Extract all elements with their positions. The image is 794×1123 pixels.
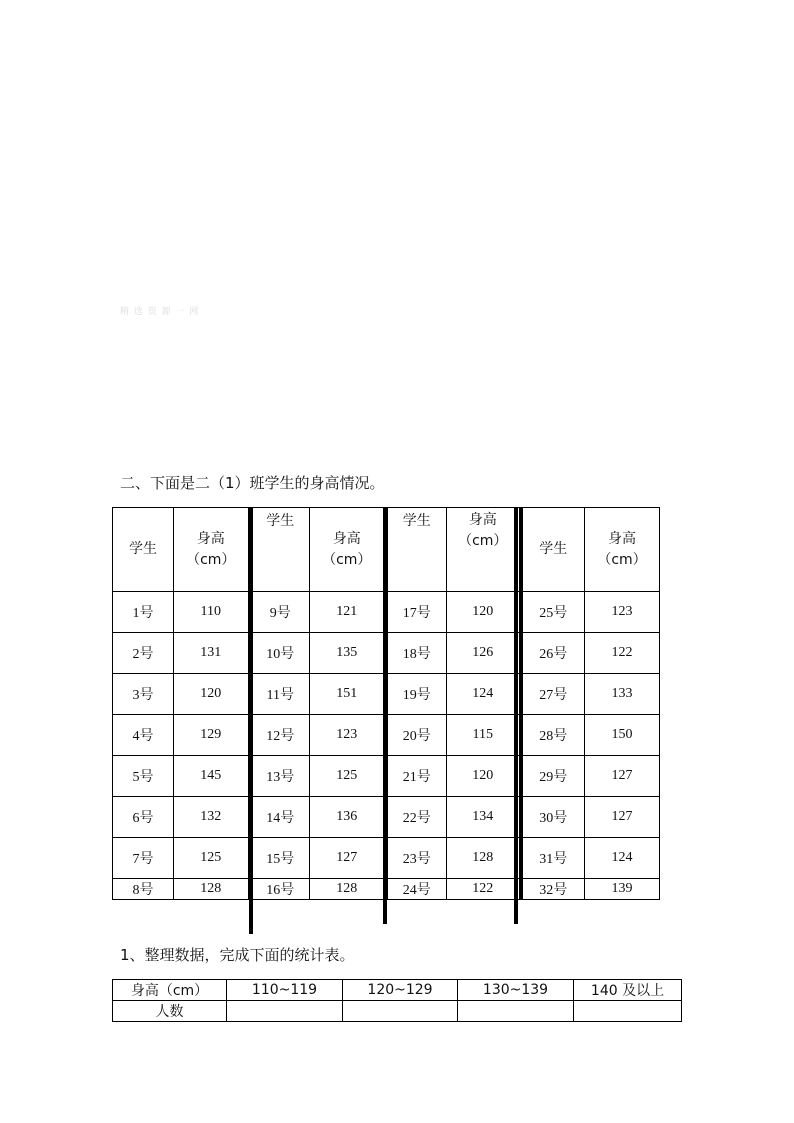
height-value-cell: 135	[310, 633, 386, 674]
height-value-cell: 122	[447, 879, 521, 900]
height-value-cell: 132	[174, 797, 250, 838]
student-id-cell: 31号	[521, 838, 585, 879]
height-value-cell: 145	[174, 756, 250, 797]
column-divider-3	[514, 507, 518, 924]
header-height-3: 身高 （cm）	[447, 508, 521, 592]
height-value-cell: 128	[447, 838, 521, 879]
section-title: 二、下面是二（1）班学生的身高情况。	[120, 474, 385, 492]
height-value-cell: 127	[585, 797, 660, 838]
stats-count-input-4[interactable]	[574, 1001, 682, 1022]
student-id-cell: 30号	[521, 797, 585, 838]
student-id-cell: 1号	[113, 592, 174, 633]
student-id-cell: 12号	[250, 715, 310, 756]
student-id-cell: 8号	[113, 879, 174, 900]
height-value-cell: 120	[447, 592, 521, 633]
height-value-cell: 121	[310, 592, 386, 633]
student-id-cell: 7号	[113, 838, 174, 879]
header-height-1: 身高 （cm）	[174, 508, 250, 592]
student-id-cell: 19号	[386, 674, 447, 715]
stats-count-input-3[interactable]	[458, 1001, 574, 1022]
height-value-cell: 150	[585, 715, 660, 756]
height-value-cell: 123	[310, 715, 386, 756]
height-value-cell: 136	[310, 797, 386, 838]
height-value-cell: 123	[585, 592, 660, 633]
student-id-cell: 24号	[386, 879, 447, 900]
height-value-cell: 129	[174, 715, 250, 756]
height-value-cell: 124	[585, 838, 660, 879]
height-value-cell: 151	[310, 674, 386, 715]
student-id-cell: 18号	[386, 633, 447, 674]
student-id-cell: 3号	[113, 674, 174, 715]
height-value-cell: 128	[310, 879, 386, 900]
student-id-cell: 4号	[113, 715, 174, 756]
student-id-cell: 21号	[386, 756, 447, 797]
stats-header-row	[113, 980, 682, 1001]
student-id-cell: 27号	[521, 674, 585, 715]
column-divider-2	[383, 507, 387, 924]
height-value-cell: 127	[585, 756, 660, 797]
height-value-cell: 122	[585, 633, 660, 674]
height-value-cell: 125	[310, 756, 386, 797]
height-value-cell: 133	[585, 674, 660, 715]
student-id-cell: 26号	[521, 633, 585, 674]
header-student-3: 学生	[386, 508, 447, 592]
student-id-cell: 20号	[386, 715, 447, 756]
question-1: 1、整理数据，完成下面的统计表。	[120, 946, 355, 964]
student-id-cell: 16号	[250, 879, 310, 900]
student-id-cell: 17号	[386, 592, 447, 633]
header-student-1: 学生	[113, 508, 174, 592]
height-value-cell: 115	[447, 715, 521, 756]
student-id-cell: 28号	[521, 715, 585, 756]
student-id-cell: 14号	[250, 797, 310, 838]
stats-count-input-1[interactable]	[227, 1001, 343, 1022]
student-id-cell: 22号	[386, 797, 447, 838]
student-id-cell: 5号	[113, 756, 174, 797]
header-height-2: 身高 （cm）	[310, 508, 386, 592]
stats-range-3: 130~139	[458, 980, 574, 1001]
student-id-cell: 29号	[521, 756, 585, 797]
student-id-cell: 32号	[521, 879, 585, 900]
student-id-cell: 13号	[250, 756, 310, 797]
height-value-cell: 120	[174, 674, 250, 715]
student-id-cell: 15号	[250, 838, 310, 879]
watermark-text: 精 选 资 源 一 网	[120, 307, 200, 317]
stats-count-input-2[interactable]	[343, 1001, 458, 1022]
height-value-cell: 134	[447, 797, 521, 838]
height-value-cell: 131	[174, 633, 250, 674]
stats-table	[112, 979, 682, 1022]
stats-range-2: 120~129	[343, 980, 458, 1001]
student-id-cell: 23号	[386, 838, 447, 879]
height-value-cell: 126	[447, 633, 521, 674]
stats-range-4: 140 及以上	[574, 980, 682, 1001]
header-student-2: 学生	[250, 508, 310, 592]
height-value-cell: 120	[447, 756, 521, 797]
height-value-cell: 125	[174, 838, 250, 879]
student-id-cell: 6号	[113, 797, 174, 838]
height-value-cell: 139	[585, 879, 660, 900]
stats-count-label: 人数	[113, 1001, 227, 1022]
height-value-cell: 110	[174, 592, 250, 633]
header-height-4: 身高 （cm）	[585, 508, 660, 592]
stats-count-row	[113, 1001, 682, 1022]
student-id-cell: 9号	[250, 592, 310, 633]
stats-range-1: 110~119	[227, 980, 343, 1001]
height-value-cell: 127	[310, 838, 386, 879]
height-value-cell: 128	[174, 879, 250, 900]
student-id-cell: 25号	[521, 592, 585, 633]
student-id-cell: 11号	[250, 674, 310, 715]
height-value-cell: 124	[447, 674, 521, 715]
student-id-cell: 10号	[250, 633, 310, 674]
header-student-4: 学生	[521, 508, 585, 592]
student-id-cell: 2号	[113, 633, 174, 674]
stats-header-label: 身高（cm）	[113, 980, 227, 1001]
column-divider-1	[249, 507, 253, 934]
